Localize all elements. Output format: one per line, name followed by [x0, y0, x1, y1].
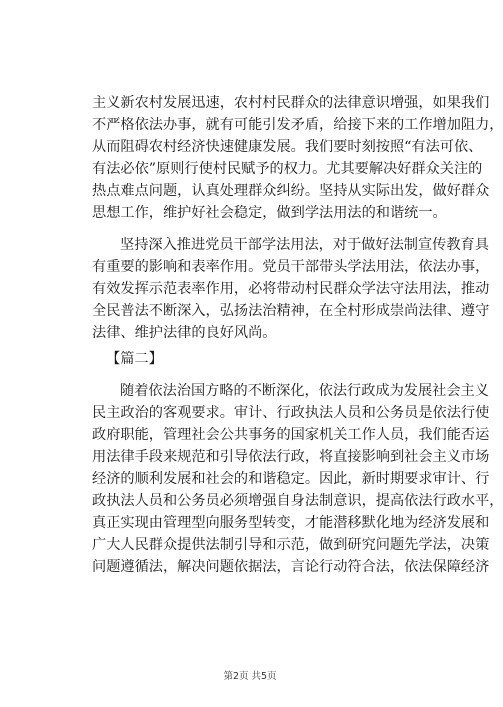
text-line: 政府职能，管理社会公共事务的国家机关工作人员，我们能否运 [92, 427, 490, 443]
text-line: 有重要的影响和表率作用。党员干部带头学法用法，依法办事， [92, 259, 490, 275]
text-line: 民主政治的客观要求。审计、行政执法人员和公务员是依法行使 [92, 405, 490, 421]
text-line: 用法律手段来规范和引导依法行政，将直接影响到社会主义市场 [92, 449, 490, 465]
text-line: 广大人民群众提供法制引导和示范，做到研究问题先学法，决策 [92, 537, 490, 553]
paragraph-1 [92, 92, 503, 224]
text-line: 不严格依法办事，就有可能引发矛盾，给接下来的工作增加阻力， [92, 117, 503, 133]
text-line: 问题遵循法，解决问题依据法，言论行动符合法，依法保障经济 [92, 559, 490, 575]
paragraph-spacer [92, 224, 410, 234]
text-line: 从而阻碍农村经济快速健康发展。我们要时刻按照“有法可依、 [92, 139, 483, 155]
paragraph-2 [92, 234, 490, 344]
text-line: 主义新农村发展迅速，农村村民群众的法律意识增强，如果我们 [92, 95, 490, 111]
text-line: 热点难点问题，认真处理群众纠纷。坚持从实际出发，做好群众 [92, 183, 490, 199]
text-line: 政执法人员和公务员必须增强自身法制意识，提高依法行政水平， [92, 493, 503, 509]
text-line: 真正实现由管理型向服务型转变，才能潜移默化地为经济发展和 [92, 515, 490, 531]
document-body [92, 92, 503, 578]
text-line: 经济的顺利发展和社会的和谐稳定。因此，新时期要求审计、行 [92, 471, 490, 487]
text-line: 坚持深入推进党员干部学法用法，对于做好法制宣传教育具 [120, 237, 489, 253]
page-footer: 第2页 共5页 [223, 671, 277, 682]
section-heading: 【篇二】 [106, 351, 163, 367]
text-line: 随着依法治国方略的不断深化，依法行政成为发展社会主义 [120, 383, 489, 399]
text-line: 思想工作，维护好社会稳定，做到学法用法的和谐统一。 [92, 205, 447, 221]
text-line: 全民普法不断深入，弘扬法治精神，在全村形成崇尚法律、遵守 [92, 303, 490, 319]
text-line: 有法必依”原则行使村民赋予的权力。尤其要解决好群众关注的 [92, 161, 483, 177]
text-line: 法律、维护法律的良好风尚。 [92, 325, 277, 341]
text-line: 有效发挥示范表率作用，必将带动村民群众学法守法用法，推动 [92, 281, 490, 297]
paragraph-3 [92, 380, 503, 578]
